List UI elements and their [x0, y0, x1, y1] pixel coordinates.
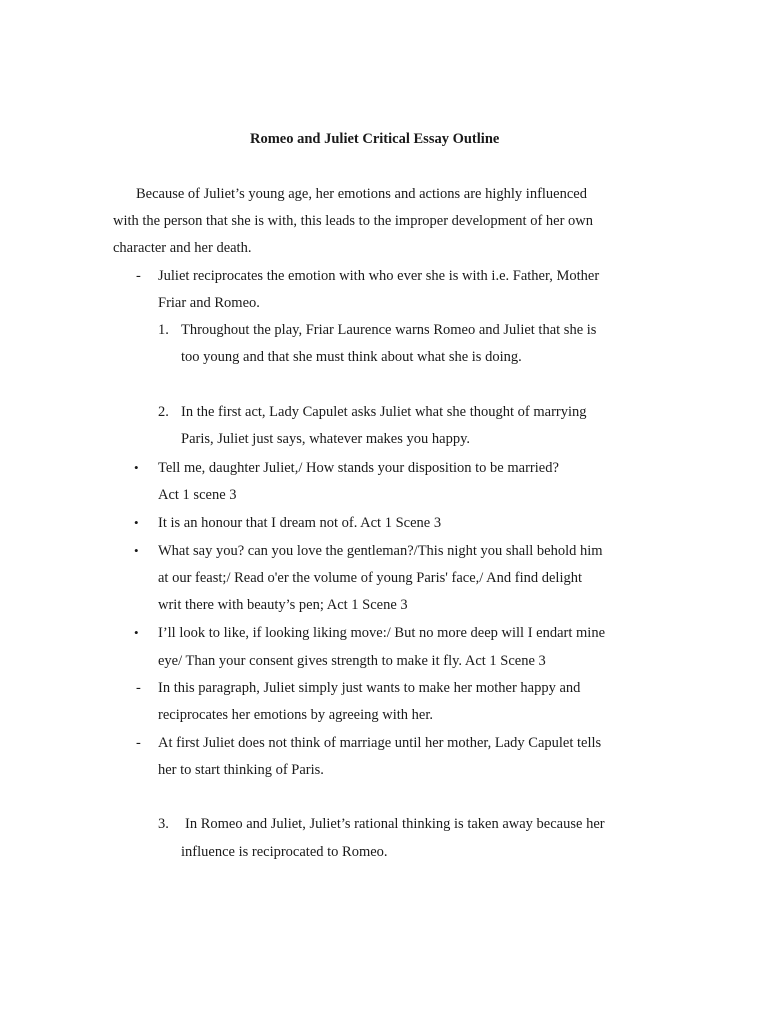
bullet-icon: •	[134, 460, 139, 475]
num1-line-1: Throughout the play, Friar Laurence warns Romeo and Juliet that she is	[181, 322, 597, 338]
bullet2-line-1: It is an honour that I dream not of. Act 1 Scene 3	[158, 515, 442, 531]
number-marker: 2.	[158, 404, 169, 420]
num2-line-2: Paris, Juliet just says, whatever makes you happy.	[181, 431, 471, 447]
page-title: Romeo and Juliet Critical Essay Outline	[250, 131, 500, 147]
dash2-line-2: reciprocates her emotions by agreeing with her.	[158, 707, 433, 723]
number-marker: 3.	[158, 816, 169, 832]
dash3-line-2: her to start thinking of Paris.	[158, 762, 324, 778]
intro-line-1: Because of Juliet’s young age, her emotions and actions are highly influenced	[136, 186, 587, 202]
bullet4-line-2: eye/ Than your consent gives strength to make it fly. Act 1 Scene 3	[158, 653, 546, 669]
intro-line-3: character and her death.	[113, 240, 252, 256]
num2-line-1: In the first act, Lady Capulet asks Juliet what she thought of marrying	[181, 404, 587, 420]
dash-marker: -	[136, 268, 141, 284]
bullet1-line-1: Tell me, daughter Juliet,/ How stands your disposition to be married?	[158, 460, 559, 476]
bullet-icon: •	[134, 625, 139, 640]
dash-marker: -	[136, 680, 141, 696]
bullet1-line-2: Act 1 scene 3	[158, 487, 237, 503]
number-marker: 1.	[158, 322, 169, 338]
num1-line-2: too young and that she must think about what she is doing.	[181, 349, 522, 365]
bullet3-line-2: at our feast;/ Read o'er the volume of young Paris' face,/ And find delight	[158, 570, 583, 586]
bullet-icon: •	[134, 543, 139, 558]
dash1-line-1: Juliet reciprocates the emotion with who ever she is with i.e. Father, Mother	[158, 268, 600, 284]
dash1-line-2: Friar and Romeo.	[158, 295, 260, 311]
bullet-icon: •	[134, 515, 139, 530]
num3-line-2: influence is reciprocated to Romeo.	[181, 844, 388, 860]
bullet4-line-1: I’ll look to like, if looking liking move:/ But no more deep will I endart mine	[158, 625, 606, 641]
intro-line-2: with the person that she is with, this leads to the improper development of her own	[113, 213, 594, 229]
dash3-line-1: At first Juliet does not think of marriage until her mother, Lady Capulet tells	[158, 735, 602, 751]
bullet3-line-3: writ there with beauty’s pen; Act 1 Scene 3	[158, 597, 408, 613]
bullet3-line-1: What say you? can you love the gentleman?/This night you shall behold him	[158, 543, 603, 559]
dash-marker: -	[136, 735, 141, 751]
dash2-line-1: In this paragraph, Juliet simply just wants to make her mother happy and	[158, 680, 581, 696]
num3-line-1: In Romeo and Juliet, Juliet’s rational thinking is taken away because her	[185, 816, 605, 832]
